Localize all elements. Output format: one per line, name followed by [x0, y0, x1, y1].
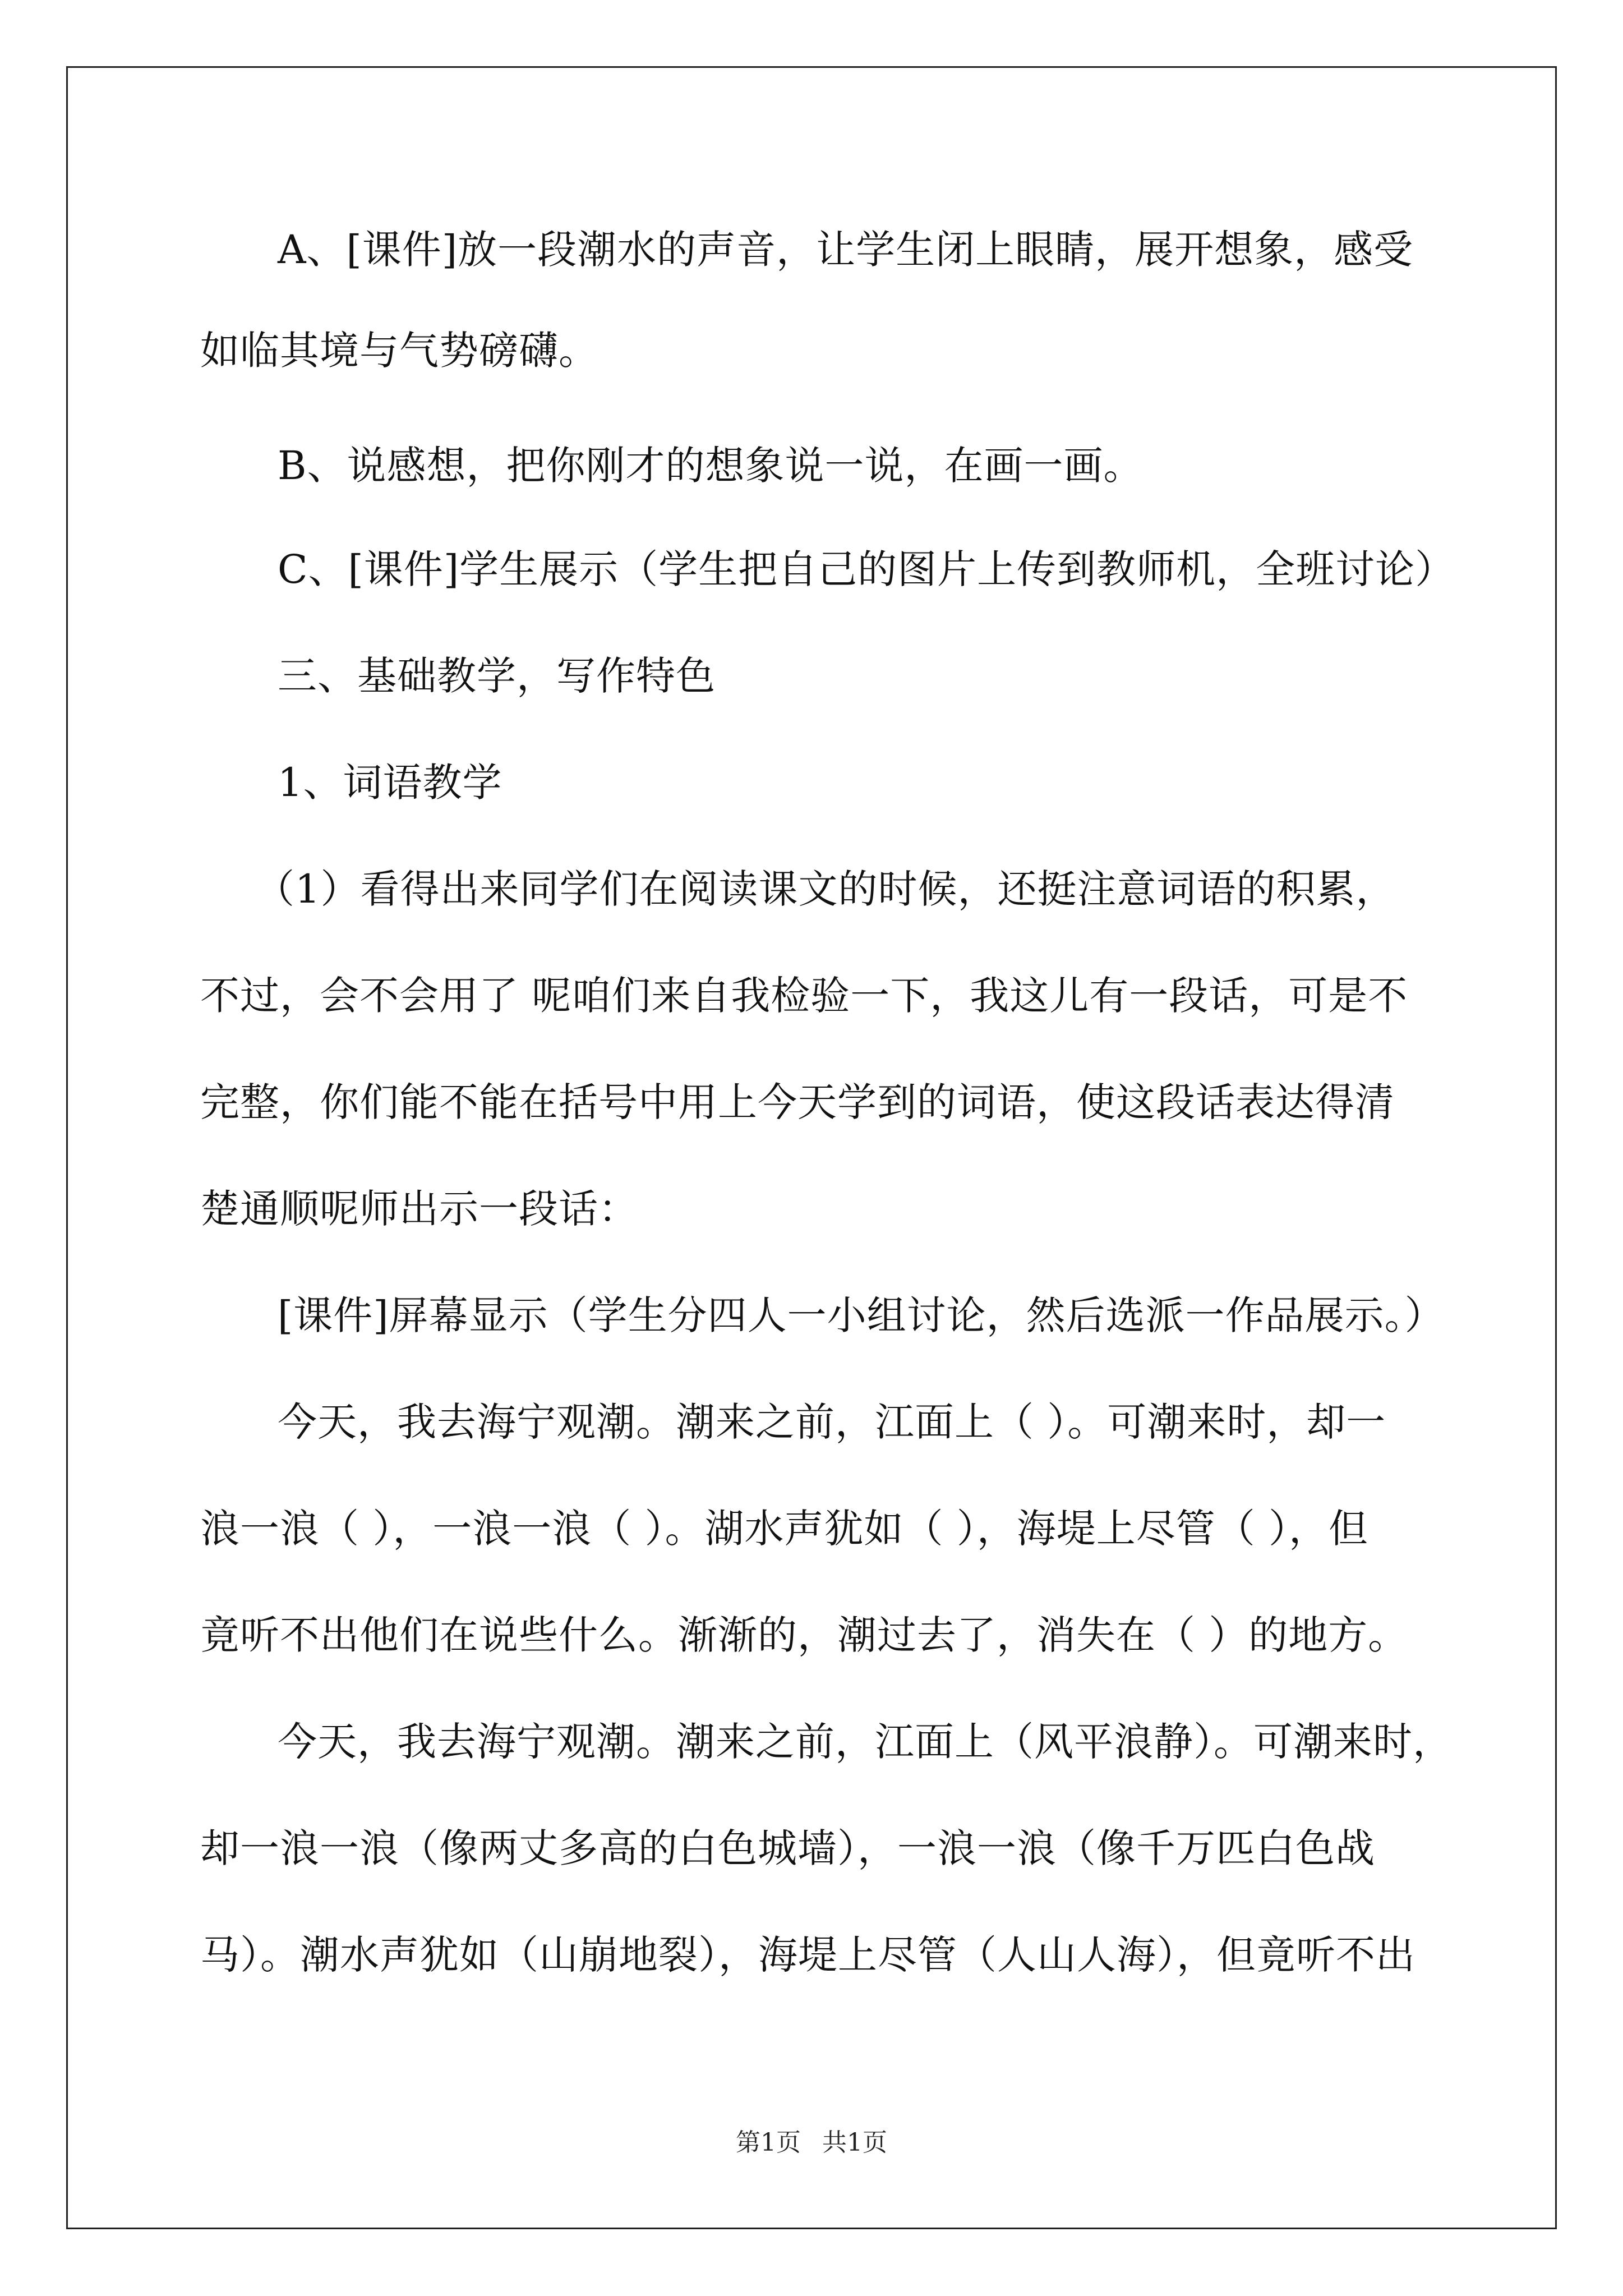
paragraph-line: 浪一浪（ ），一浪一浪（ ）。湖水声犹如（ ），海堤上尽管（ ），但 — [200, 1506, 1369, 1552]
paragraph-line: [课件]屏幕显示（学生分四人一小组讨论，然后选派一作品展示。） — [278, 1292, 1445, 1338]
page-total: 共1页 — [822, 2128, 887, 2157]
paragraph-line: A、[课件]放一段潮水的声音，让学生闭上眼睛，展开想象，感受 — [278, 227, 1414, 273]
paragraph-line: 今天，我去海宁观潮。潮来之前，江面上（ ）。可潮来时，却一 — [278, 1399, 1386, 1445]
paragraph-line: 却一浪一浪（像两丈多高的白色城墙），一浪一浪（像千万匹白色战 — [200, 1825, 1375, 1871]
paragraph-line: 马）。潮水声犹如（山崩地裂），海堤上尽管（人山人海），但竟听不出 — [200, 1932, 1415, 1978]
paragraph-line: 竟听不出他们在说些什么。渐渐的，潮过去了，消失在（ ）的地方。 — [200, 1612, 1408, 1658]
page-border — [66, 66, 1557, 2229]
paragraph-line: C、[课件]学生展示（学生把自己的图片上传到教师机，全班讨论） — [278, 546, 1455, 592]
paragraph-line: 楚通顺呢师出示一段话： — [200, 1186, 638, 1232]
paragraph-line: （1）看得出来同学们在阅读课文的时候，还挺注意词语的积累， — [255, 866, 1396, 912]
paragraph-line: 今天，我去海宁观潮。潮来之前，江面上（风平浪静）。可潮来时， — [278, 1719, 1453, 1765]
paragraph-line: B、说感想，把你刚才的想象说一说，在画一画。 — [278, 443, 1144, 489]
paragraph-line: 如临其境与气势磅礴。 — [200, 328, 598, 374]
page-number: 第1页 — [736, 2128, 801, 2157]
subsection-heading: 1、词语教学 — [278, 760, 502, 806]
paragraph-line: 完整，你们能不能在括号中用上今天学到的词语，使这段话表达得清 — [200, 1079, 1395, 1125]
section-heading: 三、基础教学，写作特色 — [278, 653, 716, 699]
page-footer — [0, 2126, 1623, 2160]
paragraph-line: 不过，会不会用了 呢咱们来自我检验一下，我这儿有一段话，可是不 — [200, 973, 1408, 1019]
